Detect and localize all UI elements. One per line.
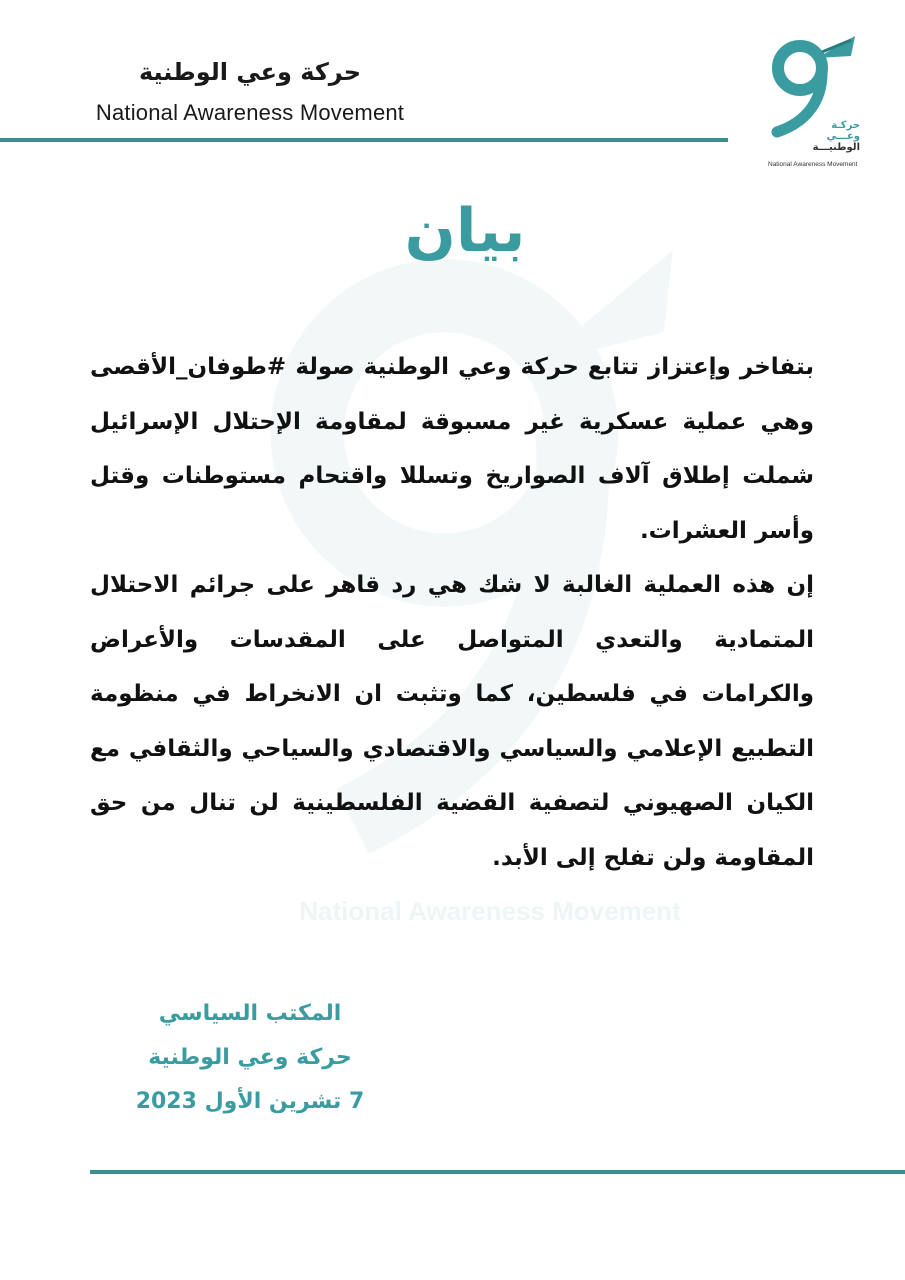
signature-block bbox=[120, 992, 380, 1124]
statement-paragraph-1: بتفاخر وإعتزاز تتابع حركة وعي الوطنية صولة #طوفان_الأقصى وهي عملية عسكرية غير مسبوقة لمقاومة الإحتلال الإسرائيل شملت إطلاق آلاف الصواريخ وتسللا واقتحام مستوطنات وقتل وأسر العشرات. bbox=[90, 354, 814, 544]
statement-body bbox=[90, 340, 814, 885]
header-title-english: National Awareness Movement bbox=[95, 100, 405, 125]
logo-line-3: الوطنيـــة bbox=[812, 142, 860, 153]
logo-caption: National Awareness Movement bbox=[768, 161, 858, 168]
signature-office: المكتب السياسي bbox=[158, 1001, 342, 1026]
logo-wordmark-arabic bbox=[800, 120, 860, 153]
statement-title: بيان bbox=[404, 196, 526, 266]
logo-line-1: حركـة bbox=[831, 120, 860, 131]
signature-date: 7 تشرين الأول 2023 bbox=[135, 1089, 365, 1114]
watermark-text: National Awareness Movement bbox=[299, 896, 681, 926]
signature-movement: حركة وعي الوطنية bbox=[148, 1045, 352, 1070]
header-title-arabic: حركة وعي الوطنية bbox=[138, 58, 362, 86]
header-divider bbox=[0, 138, 728, 142]
statement-paragraph-2: إن هذه العملية الغالبة لا شك هي رد قاهر على جرائم الاحتلال المتمادية والتعدي المتواصل على المقدسات والأعراض والكرامات في فلسطين، كما وتثبت ان الانخراط في منظومة التطبيع الإعلامي والسياسي والاقتصادي والسياحي والثقافي مع الكيان الصهيوني لتصفية القضية الفلسطينية لن تنال من حق المقاومة ولن تفلح إلى الأبد. bbox=[90, 572, 814, 871]
footer-divider bbox=[90, 1170, 905, 1174]
logo-line-2: وعـــي bbox=[826, 131, 860, 142]
